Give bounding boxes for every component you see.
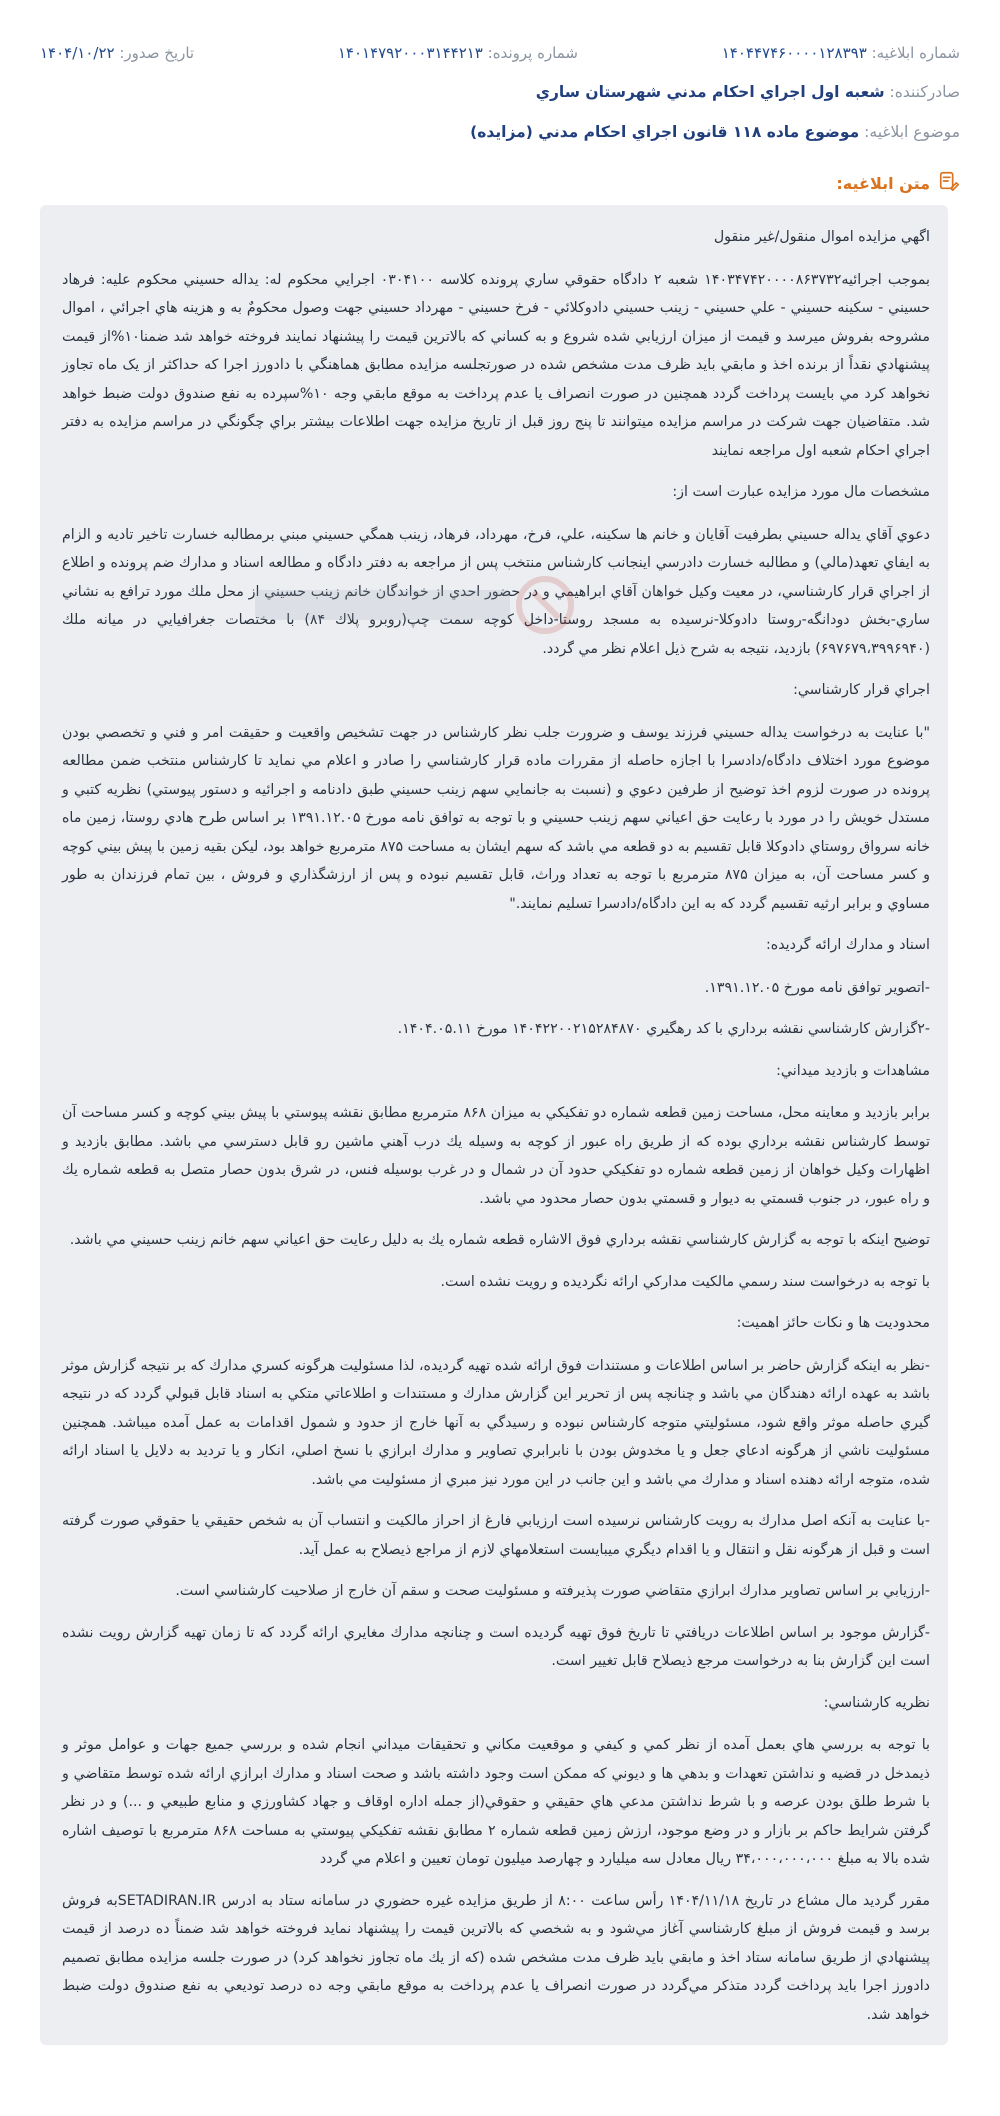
body-paragraph: -نظر به اينكه گزارش حاضر بر اساس اطلاعات و مستندات فوق ارائه شده تهيه گرديده، لذا مسئوليت هرگونه كسري مدارك كه بر نتيجه گزارش موثر باشد به عهده ارائه دهندگان مي باشد و چنانچه پس از تحرير اين گزارش مدارك و مستندات و اطلاعاتي متكي به اسناد قابل قبولي گردد كه در نتيجه گيري حاصله موثر واقع شود، مسئوليتي متوجه كارشناس نبوده و رسيدگي به آنها خارج از حدود و شمول اقدامات به عمل آمده ميباشد. همچنين مسئوليت ناشي از هرگونه ادعاي جعل و يا مخدوش بودن با نابرابري تصاوير و مدارك ابرازي با نسخ اصلي، انكار و يا ترديد به دلايل يا اسناد ارائه شده، متوجه ارائه دهنده اسناد و مدارك مي باشد و اين جانب در اين مورد نيز مبري از مسئوليت مي باشد. [62, 1357, 930, 1488]
notice-text-title: متن ابلاغيه: [836, 173, 930, 193]
body-paragraph: -ارزيابي بر اساس تصاوير مدارك ابرازي متقاضي صورت پذيرفته و مسئوليت صحت و سقم آن خارج از صلاحيت كارشناسي است. [175, 1583, 930, 1599]
body-paragraph: با توجه به درخواست سند رسمي مالكيت مداركي ارائه نگرديده و رويت نشده است. [440, 1273, 930, 1290]
subject-label: موضوع ابلاغيه: [864, 123, 960, 141]
body-paragraph: "با عنايت به درخواست يداله حسيني فرزند يوسف و ضرورت جلب نظر كارشناس در جهت تشخيص واقعيت و حقيقت امر و فني و تخصصي بودن موضوع مورد اختلاف دادگاه/دادسرا با اجازه حاصله از مقررات ماده قرار كارشناسي را صادر و اعلام مي نمايد تا كارشناس منتخب ضمن مطالعه پرونده در صورت لزوم اخذ توضيح از طرفين دعوي و (نسبت به جانمايي سهم زينب حسيني طبق دادنامه و اجرائيه و دستور پيوستي) نظريه كتبي و مستدل خويش را در مورد با رعايت حق اعياني سهم زينب حسيني و با توجه به توافق نامه مورخ ۱۳۹۱.۱۲.۰۵ بر اساس طرح هادي روستا، زمين ماه خانه سرواق روستاي دادوكلا قابل تقسيم به دو قطعه مي باشد كه سهم ايشان به مساحت ۸۷۵ مترمربع خواهد بود، ليكن بقيه زمين با پيش بيني كوچه و كسر مساحت آن، به ميزان ۸۷۵ مترمربع با توجه به تعداد وراث، قابل تقسيم نبوده و پس از ارزشگذاري و فروش ، بين تمام فرزندان به طور مساوي و برابر ارثيه تقسيم گردد كه به اين دادگاه/دادسرا تسليم نمايند." [62, 724, 930, 912]
notice-number [722, 42, 960, 64]
body-paragraph: -گزارش موجود بر اساس اطلاعات دريافتي تا تاريخ فوق تهيه گرديده است و چنانچه مدارك مغايري ارائه گردد كه تا زمان تهيه گزارش رويت نشده است اين گزارش بنا به درخواست مرجع ذيصلاح قابل تغيير است. [62, 1624, 930, 1669]
body-paragraph: -۲گزارش كارشناسي نقشه برداري با كد رهگيري ۱۴۰۴۲۲۰۰۲۱۵۲۸۴۸۷۰ مورخ ۱۴۰۴.۰۵.۱۱. [397, 1021, 930, 1037]
body-paragraph: برابر بازديد و معاينه محل، مساحت زمين قطعه شماره دو تفكيكي به ميزان ۸۶۸ مترمربع مطابق نقشه پيوستي با پيش بيني كوچه و كسر مساحت آن توسط كارشناس نقشه برداري بوده كه از طريق راه عبور از كوچه به وسيله يك درب آهني ماشين رو قابل دسترسي مي باشد. مطابق بازديد و اظهارات وكيل خواهان از زمين قطعه شماره دو تفكيكي حدود آن در شمال و در غرب بوسيله فنس، در شرق بدون حصار متصل به قطعه شماره يك و راه عبور، در جنوب قسمتي به ديوار و قسمتي بدون حصار محدود مي باشد. [62, 1105, 931, 1207]
section-heading: نظريه كارشناسي: [823, 1694, 930, 1711]
case-number [338, 42, 578, 64]
notice-text-heading [836, 170, 960, 196]
issue-date-label: تاريخ صدور: [119, 44, 195, 62]
body-paragraph: بموجب اجرائيه۱۴۰۳۴۷۴۲۰۰۰۰۸۶۳۷۳۲ شعبه ۲ دادگاه حقوقي ساري پرونده كلاسه ۰۳۰۴۱۰۰ اجرايي محكوم له: يداله حسيني محكوم عليه: فرهاد حسيني - سكينه حسيني - علي حسيني - زينب حسيني دادوكلائي - فرخ حسيني - مهرداد حسيني جهت وصول محكومٌ به و هزينه هاي اجرائي ، اموال مشروحه بفروش ميرسد و قيمت از ميزان ارزيابي شده شروع و به كساني كه بالاترين قيمت را پيشنهاد نمايند فروخته خواهد شد ضمنا۱۰%از قيمت پيشنهادي نقداً از برنده اخذ و مابقي بايد ظرف مدت مشخص شده در صورتجلسه مزايده مطابق هماهنگي با دادورز اجرا كه حداكثر از يک ماه تجاوز نخواهد كرد مي بايست پرداخت گردد همچنين در صورت انصراف يا عدم پرداخت به موقع مابقي وجه ۱۰%سپرده به نفع صندوق دولت ضبط خواهد شد. متقاضيان جهت شركت در مراسم مزايده ميتوانند تا پنج روز قبل از تاريخ مزايده جهت اطلاعات بيشتر براي چگونگي در مراسم مزايده به دفتر اجراي احكام شعبه اول مراجعه نمايند [62, 271, 931, 459]
body-paragraph: با توجه به بررسي هاي بعمل آمده از نظر كمي و كيفي و موقعيت مكاني و تحقيقات ميداني انجام شده و بررسي جميع جهات و عوامل موثر و ذيمدخل در قضيه و نداشتن تعهدات و بدهي ها و ديوني كه ممكن است وجود داشته باشد و صحت اسناد و مدارك ابرازي ارائه شده توسط متقاضي و با شرط طلق بودن عرصه و با شرط نداشتن مدعي هاي حقيقي و حقوقي(از جمله اداره اوقاف و جهاد كشاورزي و منابع طبيعي و ...) و در نظر گرفتن شرايط حاكم بر بازار و در وضع موجود، ارزش زمين قطعه شماره ۲ مطابق نقشه تفكيكي پيوستي به مساحت ۸۶۸ مترمربع با توصيف اشاره شده بالا به مبلغ ۳۴،۰۰۰،۰۰۰،۰۰۰ ريال معادل سه ميليارد و چهارصد ميليون تومان تعيين و اعلام مي گردد [62, 1737, 930, 1867]
section-heading: محدوديت ها و نكات حائز اهميت: [736, 1315, 930, 1331]
body-paragraph: -اتصوير توافق نامه مورخ ۱۳۹۱.۱۲.۰۵. [704, 979, 930, 996]
notice-number-label: شماره ابلاغيه: [871, 44, 960, 62]
issuer-label: صادرکننده: [889, 83, 960, 101]
section-heading: اجراي قرار كارشناسي: [793, 682, 930, 698]
notice-header [40, 42, 960, 143]
section-heading: اسناد و مدارك ارائه گرديده: [766, 937, 930, 953]
body-paragraph: مقرر گرديد مال مشاع در تاريخ ۱۴۰۴/۱۱/۱۸ رأس ساعت ۸:۰۰ از طريق مزايده غيره حضوري در سامانه ستاد به ادرس SETADIRAN.IRبه فروش برسد و قيمت فروش از مبلغ كارشناسي آغاز مي‌شود و به شخصي كه بالاترين قيمت را پيشنهاد نمايد فروخته خواهد شد ضمناً ده درصد از قيمت پيشنهادي از طريق سامانه ستاد اخذ و مابقي بايد ظرف مدت مشخص شده (كه از يك ماه تجاوز نخواهد كرد) در صورت جلسه مزايده مطابق تصميم دادورز اجرا بايد پرداخت گردد متذكر مي‌گردد در صورت انصراف يا عدم پرداخت به موقع مابقي وجه ده درصد توديعي به نفع صندوق دولت ضبط خواهد شد. [62, 1892, 930, 2023]
case-number-label: شماره پرونده: [487, 44, 578, 62]
notice-body [40, 205, 948, 2045]
section-heading: مشخصات مال مورد مزايده عبارت است از: [672, 484, 930, 500]
body-paragraph: -با عنايت به آنكه اصل مدارك به رويت كارشناس نرسيده است ارزيابي فارغ از احراز مالكيت و انتساب آن به شخص حقيقي يا حقوقي صورت گرفته است و قبل از هرگونه نقل و انتقال و يا اقدام ديگري ميبايست استعلامهاي لازم از مراجع ذيصلاح به عمل آيد. [62, 1513, 930, 1558]
document-edit-icon [938, 170, 960, 196]
header-row-numbers [40, 42, 960, 64]
section-heading: اگهي مزايده اموال منقول/غير منقول [713, 229, 930, 245]
issue-date [40, 42, 194, 64]
issuer-value: شعبه اول اجراي احكام مدني شهرستان ساري [535, 83, 885, 101]
subject-value: موضوع ماده ۱۱۸ قانون اجراي احكام مدني (مزايده) [470, 123, 860, 141]
case-number-value: ۱۴۰۱۴۷۹۲۰۰۰۳۱۴۴۲۱۳ [337, 44, 483, 62]
body-paragraph: دعوي آقاي يداله حسيني بطرفيت آقايان و خانم ها سكينه، علي، فرخ، مهرداد، فرهاد، زينب همگي حسيني مبني برمطالبه خسارت تاخير تاديه و الزام به ايفاي تعهد(مالي) و مطالبه خسارت دادرسي اينجانب كارشناس منتخب پس از مراجعه به دفتر دادگاه و مطالعه اسناد و مدارك ضم پرونده و اطلاع از اجراي قرار كارشناسي، در معيت وكيل خواهان آقاي ابراهيمي و در حضور احدي از خواندگان خانم زينب حسيني از محل ملك مورد ترافع به نشاني ساري-بخش دودانگه-روستا دادوكلا-نرسيده به مسجد روستا-داخل كوچه سمت چپ(روبرو پلاك ۸۴) با مختصات جغرافيايي در ميانه ملك (۶۹۷۶۷۹،۳۹۹۶۹۴۰) بازديد، نتيجه به شرح ذيل اعلام نظر مي گردد. [62, 526, 930, 657]
issuer-row [40, 81, 960, 103]
body-paragraph: توضيح اينكه با توجه به گزارش كارشناسي نقشه برداري فوق الاشاره قطعه شماره يك به دليل رعايت حق اعياني سهم خانم زينب حسيني مي باشد. [69, 1232, 930, 1248]
body-paragraphs [62, 223, 930, 2029]
section-heading: مشاهدات و بازديد ميداني: [776, 1062, 930, 1079]
notice-number-value: ۱۴۰۴۴۷۴۶۰۰۰۰۱۲۸۳۹۳ [721, 44, 867, 62]
subject-row [40, 121, 960, 143]
issue-date-value: ۱۴۰۴/۱۰/۲۲ [40, 44, 115, 62]
